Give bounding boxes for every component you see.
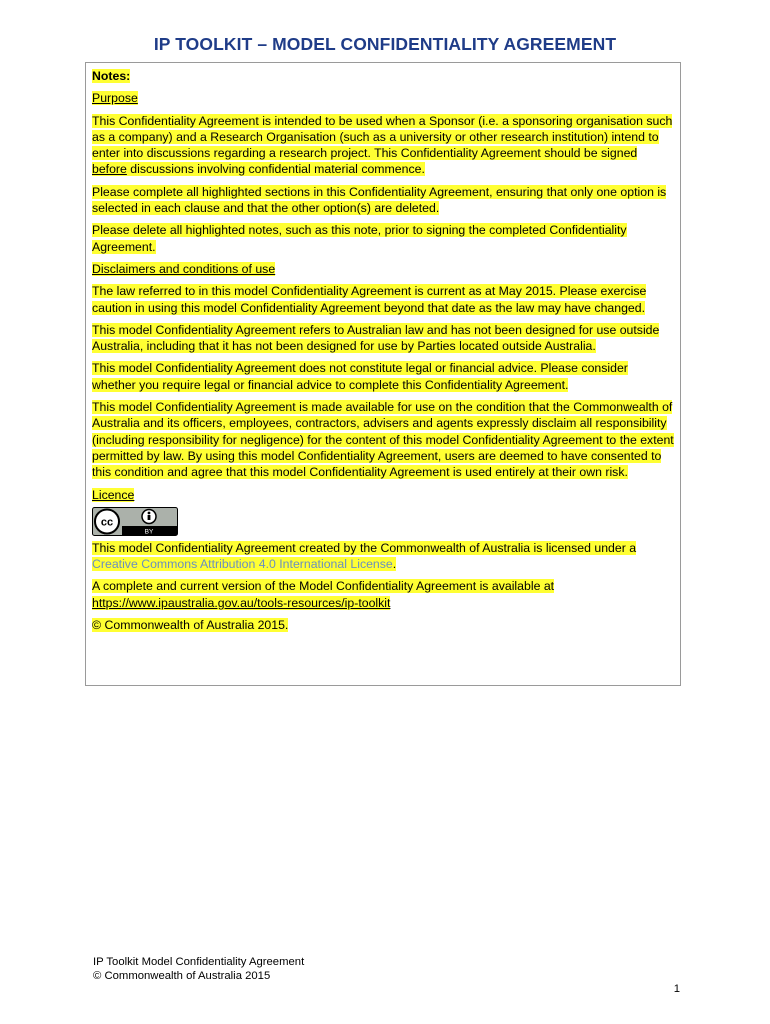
footer-line-1: IP Toolkit Model Confidentiality Agreement xyxy=(93,956,305,968)
purpose-paragraph-3 xyxy=(92,222,674,255)
disclaimers-p4-text: This model Confidentiality Agreement is made available for use on the condition that the Commonwealth of Australia and its officers, employees, contractors, advisers and agents expressly disclaim all responsibility (including responsibility for negligence) for the content of this model Confidentiality Agreement to the extent permitted by law. By using this model Confidentiality Agreement, users are deemed to have consented to this condition and agree that this model Confidentiality Agreement is used entirely at their own risk. xyxy=(92,400,674,480)
cc-badge-cc-text: cc xyxy=(100,516,114,529)
disclaimers-heading-text: Disclaimers and conditions of use xyxy=(92,261,276,276)
licence-p3-text: © Commonwealth of Australia 2015. xyxy=(92,618,289,633)
notes-label xyxy=(92,68,674,84)
purpose-p3-text: Please delete all highlighted notes, such as this note, prior to signing the completed Confidentiality Agreement. xyxy=(92,223,627,254)
purpose-p1-end: discussions involving confidential material commence. xyxy=(126,162,425,177)
disclaimers-p1-text: The law referred to in this model Confidentiality Agreement is current as at May 2015. Please exercise caution in using this model Confidentiality Agreement beyond that date as the law may have changed. xyxy=(92,284,647,315)
purpose-heading xyxy=(92,90,674,106)
disclaimers-p3-text: This model Confidentiality Agreement does not constitute legal or financial advice. Please consider whether you require legal or financial advice to complete this Confidentiality Agreement. xyxy=(92,361,628,392)
licence-paragraph-1 xyxy=(92,540,674,573)
notes-box xyxy=(85,62,681,686)
purpose-paragraph-1 xyxy=(92,113,674,178)
disclaimers-p2-text: This model Confidentiality Agreement refers to Australian law and has not been designed for use outside Australia, including that it has not been designed for use by Parties located outside Australia. xyxy=(92,322,660,354)
page-title: IP TOOLKIT – MODEL CONFIDENTIALITY AGREEMENT xyxy=(153,34,617,54)
cc-badge-by-text: BY xyxy=(144,528,154,536)
disclaimers-paragraph-2 xyxy=(92,322,674,355)
notes-label-text: Notes: xyxy=(92,69,131,83)
cc-by-badge-icon[interactable] xyxy=(92,507,178,536)
licence-heading-text: Licence xyxy=(92,487,135,502)
licence-paragraph-3 xyxy=(92,617,674,633)
licence-p2-start: A complete and current version of the Model Confidentiality Agreement is available at xyxy=(92,579,555,594)
page-footer xyxy=(93,955,304,983)
ip-toolkit-link[interactable]: https://www.ipaustralia.gov.au/tools-resources/ip-toolkit xyxy=(92,595,391,610)
disclaimers-heading xyxy=(92,261,674,277)
purpose-heading-text: Purpose xyxy=(92,91,138,106)
purpose-paragraph-2 xyxy=(92,184,674,217)
disclaimers-paragraph-4 xyxy=(92,399,674,480)
page-number: 1 xyxy=(673,983,680,995)
purpose-p1-start: This Confidentiality Agreement is intended to be used when a Sponsor (i.e. a sponsoring organisation such as a company) and a Research Organisation (such as a university or other research institution) intend to enter into discussions regarding a research project. This Confidentiality Agreement should be signed xyxy=(92,113,673,161)
disclaimers-paragraph-3 xyxy=(92,360,674,393)
licence-paragraph-2 xyxy=(92,578,674,611)
licence-p1-end: . xyxy=(392,557,397,572)
disclaimers-paragraph-1 xyxy=(92,283,674,316)
purpose-p1-underlined: before xyxy=(92,162,127,177)
purpose-p2-text: Please complete all highlighted sections in this Confidentiality Agreement, ensuring that only one option is selected in each clause and that the other option(s) are deleted. xyxy=(92,184,667,216)
cc-licence-link[interactable]: Creative Commons Attribution 4.0 International License xyxy=(92,557,393,572)
footer-line-2: © Commonwealth of Australia 2015 xyxy=(93,970,271,982)
licence-heading xyxy=(92,487,674,503)
licence-p1-start: This model Confidentiality Agreement created by the Commonwealth of Australia is licensed under a xyxy=(92,540,637,555)
